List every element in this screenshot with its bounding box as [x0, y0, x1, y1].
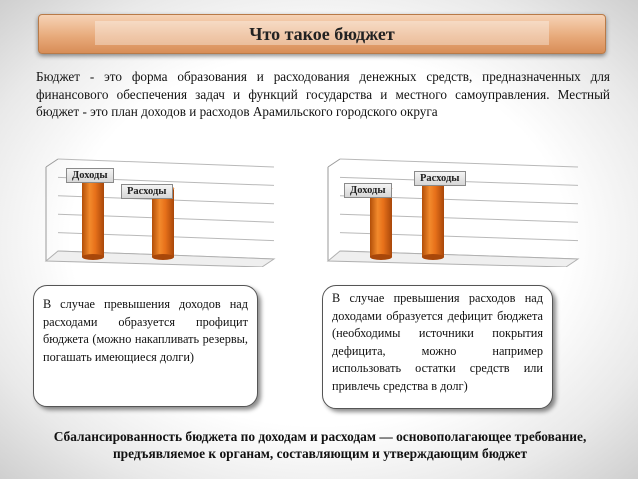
- chart-deficit-bar-base-1: [422, 254, 444, 260]
- chart-surplus-label-expense: Расходы: [121, 184, 173, 199]
- chart-deficit-label-expense: Расходы: [414, 171, 466, 186]
- page-title: Что такое бюджет: [249, 24, 395, 44]
- intro-paragraph: Бюджет - это форма образования и расходования денежных средств, предназначенных для финансового обеспечения задач и функций государства и местного самоуправления. Местный бюджет - это план доходов и расходов Арамильского городского округа: [36, 69, 610, 119]
- chart-surplus-label-income: Доходы: [66, 168, 114, 183]
- chart-surplus-bar-base-1: [152, 254, 174, 260]
- chart-deficit-gridline: [340, 159, 578, 167]
- chart-deficit: [322, 155, 584, 267]
- deficit-note: В случае превышения расходов над доходами образуется дефицит бюджета (необходимы источники покрытия дефицита, можно например использовать остатки средств или привлечь средства в долг): [322, 285, 553, 409]
- chart-deficit-bar-1: [422, 175, 444, 257]
- footer-statement: Сбалансированность бюджета по доходам и расходам — основополагающее требование, предъявляемое к органам, составляющим и утверждающим бюджет: [53, 429, 587, 461]
- chart-deficit-axis-edge: [328, 159, 340, 167]
- chart-deficit-bar-0: [370, 189, 392, 257]
- chart-deficit-floor: [328, 251, 578, 267]
- chart-surplus: [38, 155, 280, 267]
- chart-surplus-bar-base-0: [82, 254, 104, 260]
- chart-surplus-bar-0: [82, 175, 104, 257]
- chart-deficit-bar-base-0: [370, 254, 392, 260]
- title-banner: [38, 14, 606, 54]
- surplus-note: В случае превышения доходов над расходами образуется профицит бюджета (можно накапливать резервы, погашать имеющиеся долги): [33, 285, 258, 407]
- chart-surplus-gridline: [58, 159, 274, 167]
- chart-surplus-axis-edge: [46, 159, 58, 167]
- chart-deficit-label-income: Доходы: [344, 183, 392, 198]
